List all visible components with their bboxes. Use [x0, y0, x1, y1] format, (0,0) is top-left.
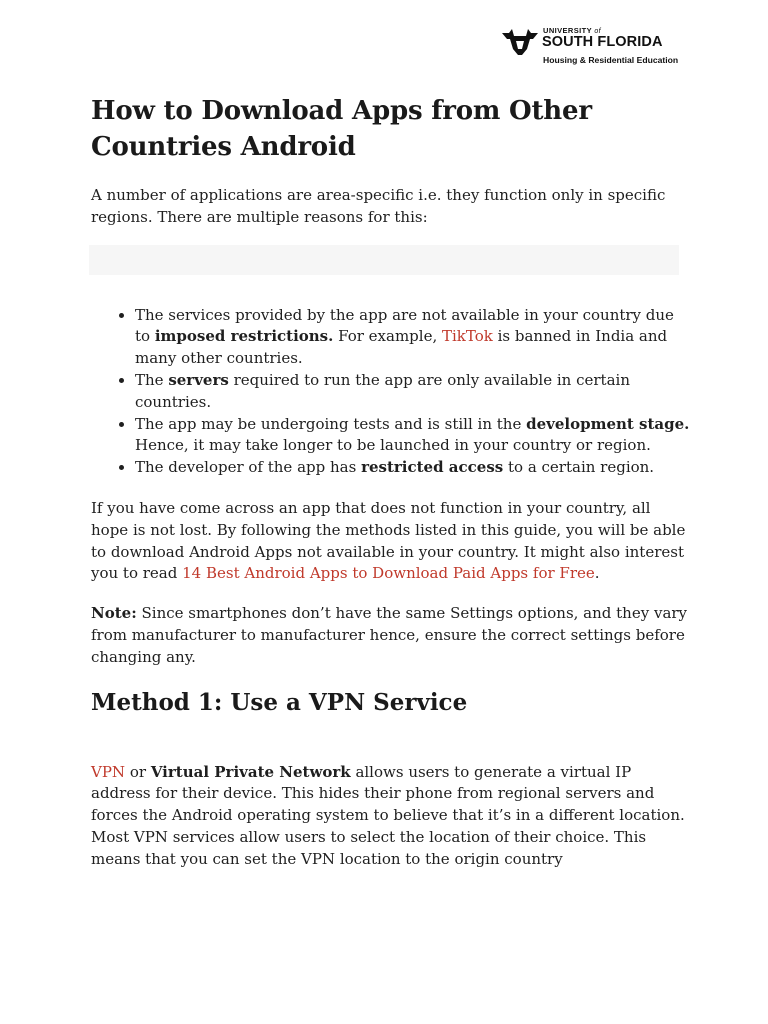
logo-line-department: Housing & Residential Education [543, 55, 679, 65]
best-apps-link[interactable]: 14 Best Android Apps to Download Paid Apps for Free [182, 564, 595, 583]
tiktok-link[interactable]: TikTok [442, 327, 493, 346]
note-label: Note: [91, 604, 137, 623]
method1-heading: Method 1: Use a VPN Service [91, 688, 468, 716]
list-item: • The app may be undergoing tests and is still in the development stage. Hence, it may take longer to be launched in your country or region. [135, 414, 691, 458]
shaded-divider [89, 245, 679, 275]
reasons-list [91, 305, 691, 479]
vpn-link[interactable]: VPN [91, 762, 126, 781]
vpn-paragraph: VPN or Virtual Private Network allows users to generate a virtual IP address for their device. This hides their phone from regional servers and forces the Android operating system to believe that it’s in a different location. Most VPN services allow users to select the location of their choice. This means that you can set the VPN location to the origin country [91, 762, 685, 868]
list-item: • The servers required to run the app are only available in certain countries. [135, 370, 691, 414]
list-item: • The services provided by the app are not available in your country due to imposed restrictions. For example, TikTok is banned in India and many other countries. [135, 305, 691, 370]
note-paragraph: Note: Since smartphones don’t have the same Settings options, and they vary from manufacturer to manufacturer hence, ensure the correct settings before changing any. [91, 604, 688, 666]
usf-logo [500, 25, 685, 73]
page-title: How to Download Apps from Other Countries Android [91, 96, 592, 162]
intro-paragraph: A number of applications are area-specific i.e. they function only in specific regions. There are multiple reasons for this: [91, 186, 666, 226]
article [91, 93, 691, 871]
list-item: • The developer of the app has restricted access to a certain region. [135, 457, 691, 479]
logo-line-university: UNIVERSITY of [543, 26, 601, 35]
hope-paragraph: If you have come across an app that does not function in your country, all hope is not lost. By following the methods listed in this guide, you will be able to download Android Apps not available in your country. It might also interest you to read 14 Best Android Apps to Download Paid Apps for Free. [91, 498, 686, 583]
logo-line-south-florida: SOUTH FLORIDA [542, 34, 663, 50]
usf-bull-icon [500, 27, 540, 57]
